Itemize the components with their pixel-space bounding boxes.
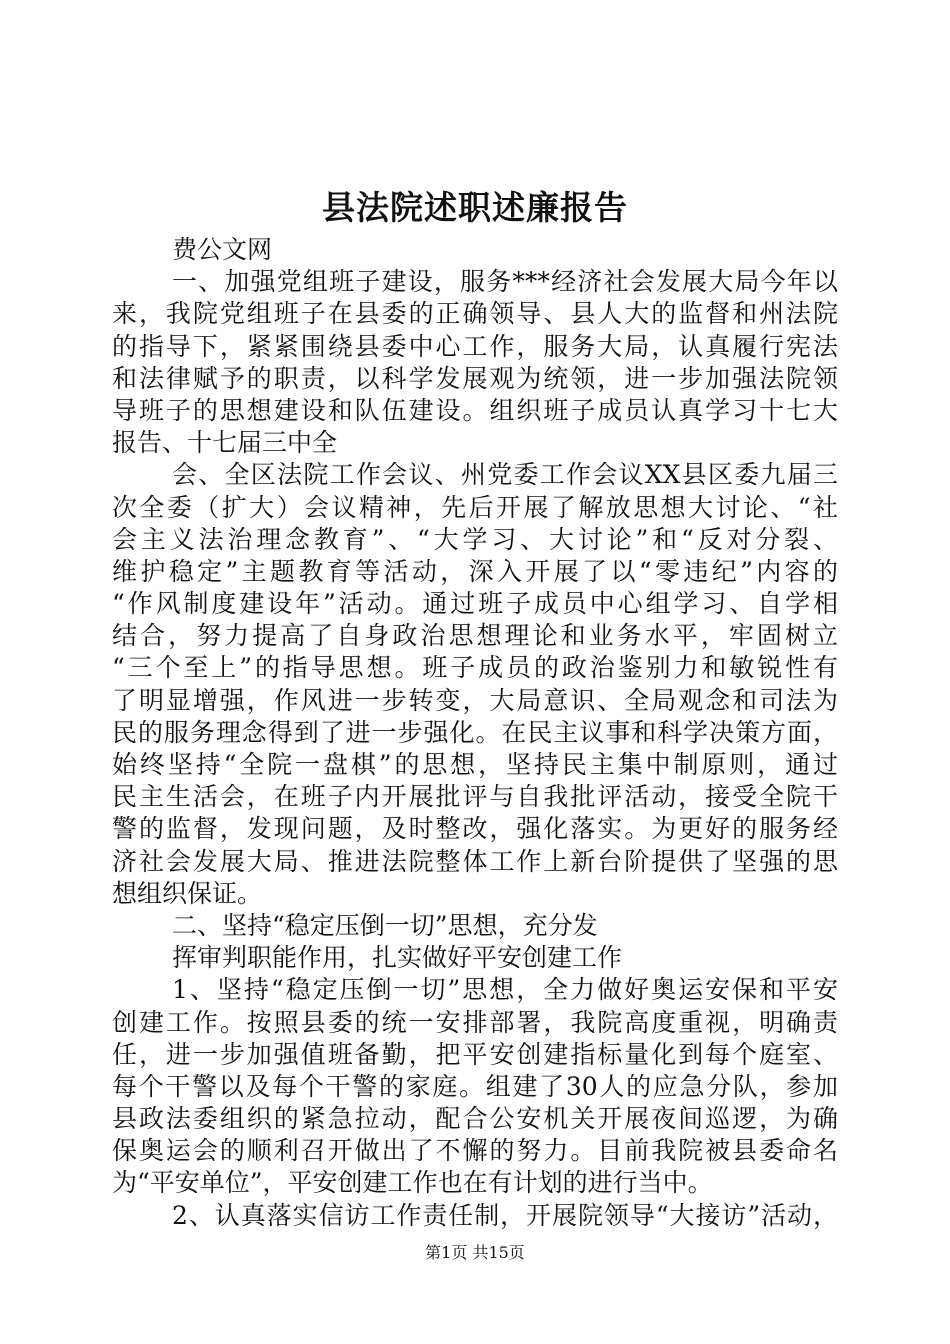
document-body: [112, 234, 838, 1232]
text-line: 报告、十七届三中全: [112, 428, 338, 458]
text-line: “作风制度建设年”活动。通过班子成员中心组学习、自学相: [112, 589, 838, 619]
source-line: 费公文网: [172, 235, 273, 264]
text-line: 创建工作。按照县委的统一安排部署，我院高度重视，明确责: [112, 1007, 838, 1037]
text-line: 民主生活会，在班子内开展批评与自我批评活动，接受全院干: [112, 782, 838, 812]
text-line: 次全委（扩大）会议精神，先后开展了解放思想大讨论、“社: [112, 492, 838, 522]
text-line: 了明显增强，作风进一步转变，大局意识、全局观念和司法为: [112, 685, 838, 715]
text-line: “三个至上”的指导思想。班子成员的政治鉴别力和敏锐性有: [112, 653, 838, 683]
text-line: 警的监督，发现问题，及时整改，强化落实。为更好的服务经: [112, 814, 838, 844]
text-line: 维护稳定”主题教育等活动，深入开展了以“零违纪”内容的: [112, 556, 838, 586]
text-line: 会主义法治理念教育”、“大学习、大讨论”和“反对分裂、: [112, 524, 838, 554]
text-line: 的指导下，紧紧围绕县委中心工作，服务大局，认真履行宪法: [112, 331, 838, 361]
text-line: 民的服务理念得到了进一步强化。在民主议事和科学决策方面，: [112, 717, 838, 747]
text-line: 任，进一步加强值班备勤，把平安创建指标量化到每个庭室、: [112, 1039, 838, 1069]
text-line: 保奥运会的顺利召开做出了不懈的努力。目前我院被县委命名: [112, 1136, 838, 1166]
text-line: 想组织保证。: [112, 878, 263, 908]
page-number-footer: 第1页 共15页: [425, 1243, 525, 1262]
text-line: 二、坚持“稳定压倒一切”思想，充分发: [172, 910, 598, 940]
text-line: 一、加强党组班子建设，服务***经济社会发展大局今年以: [172, 267, 838, 297]
text-line: 会、全区法院工作会议、州党委工作会议XX县区委九届三: [172, 460, 838, 490]
text-line: 来，我院党组班子在县委的正确领导、县人大的监督和州法院: [112, 299, 838, 329]
text-line: 每个干警以及每个干警的家庭。组建了30人的应急分队，参加: [112, 1071, 838, 1101]
document-title: 县法院述职述廉报告: [322, 188, 628, 227]
text-line: 结合，努力提高了自身政治思想理论和业务水平，牢固树立: [112, 621, 838, 651]
text-line: 1、坚持“稳定压倒一切”思想，全力做好奥运安保和平安: [172, 975, 838, 1005]
text-line: 济社会发展大局、推进法院整体工作上新台阶提供了坚强的思: [112, 846, 838, 876]
text-line: 和法律赋予的职责，以科学发展观为统领，进一步加强法院领: [112, 363, 838, 393]
text-line: 为“平安单位”，平安创建工作也在有计划的进行当中。: [112, 1168, 713, 1198]
text-line: 县政法委组织的紧急拉动，配合公安机关开展夜间巡逻，为确: [112, 1104, 838, 1134]
text-line: 始终坚持“全院一盘棋”的思想，坚持民主集中制原则，通过: [112, 750, 838, 779]
text-line: 2、认真落实信访工作责任制，开展院领导“大接访”活动，: [172, 1200, 838, 1230]
text-line: 导班子的思想建设和队伍建设。组织班子成员认真学习十七大: [112, 395, 838, 425]
text-line: 挥审判职能作用，扎实做好平安创建工作: [172, 943, 623, 973]
